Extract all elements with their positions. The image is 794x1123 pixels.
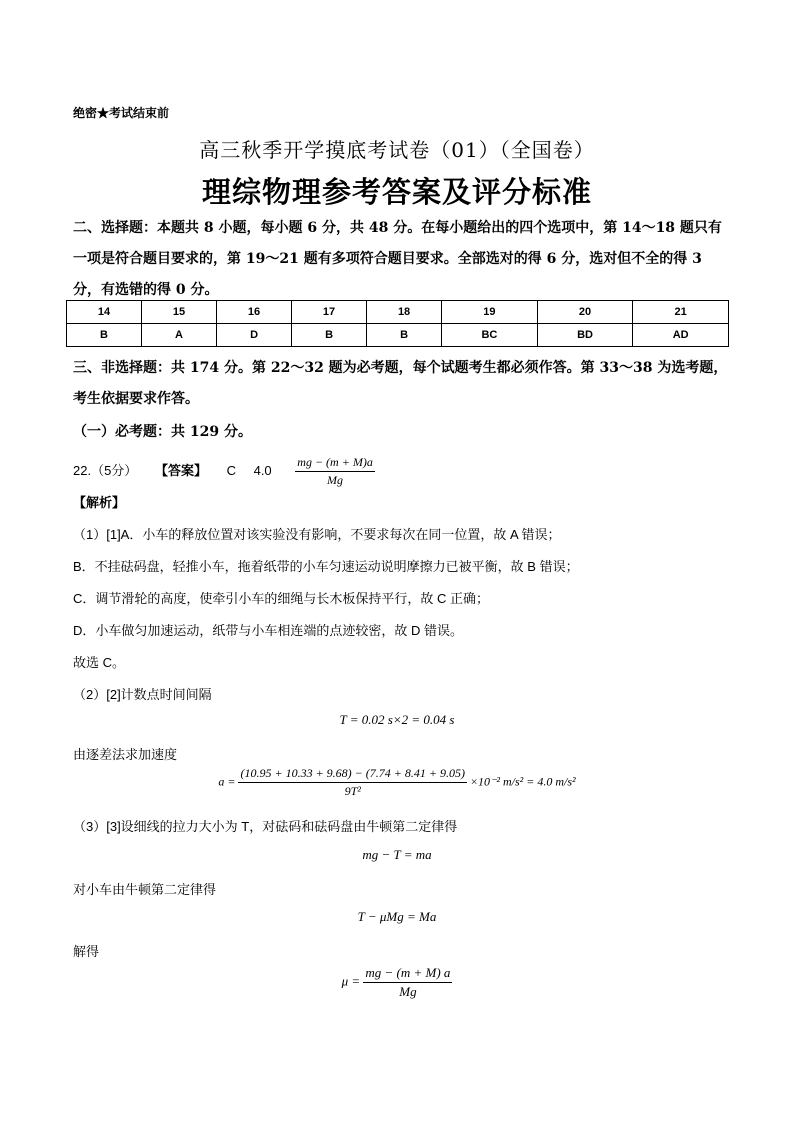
answer-cell: BC: [442, 324, 538, 347]
analysis-line: 故选 C。: [73, 655, 126, 670]
section-3-instructions: 三、非选择题：共 174 分。第 22～32 题为必考题，每个试题考生都必须作答。第 33～38 为选考题，考生依据要求作答。: [73, 360, 728, 407]
question-number: 17: [292, 301, 367, 324]
answer-cell: B: [292, 324, 367, 347]
eq-lhs: μ =: [341, 973, 361, 989]
fraction-numerator: (10.95 + 10.33 + 9.68) − (7.74 + 8.41 + 9.05): [238, 766, 466, 783]
answer-value: 4.0: [253, 462, 272, 478]
equation-mu: [0, 965, 794, 1000]
question-number: 14: [67, 301, 142, 324]
eq-lhs: a =: [218, 774, 236, 789]
answer-fraction: [295, 455, 375, 488]
analysis-heading: 【解析】: [73, 495, 126, 510]
answer-table: [66, 300, 729, 347]
eq-fraction: [363, 965, 452, 1000]
answer-cell: A: [142, 324, 217, 347]
answer-table-number-row: [67, 301, 729, 324]
eq-fraction: [238, 766, 466, 799]
analysis-line: （2）[2]计数点时间间隔: [73, 687, 212, 702]
question-22-label: 22.（5分）: [73, 462, 138, 478]
analysis-line: （1）[1]A．小车的释放位置对该实验没有影响，不要求每次在同一位置，故 A 错误；: [73, 527, 561, 542]
fraction-numerator: mg − (m + M) a: [363, 965, 452, 983]
answer-cell: D: [217, 324, 292, 347]
answer-table-answer-row: [67, 324, 729, 347]
equation-weight: mg − T = ma: [362, 847, 432, 862]
fraction-denominator: Mg: [399, 984, 417, 999]
question-number: 16: [217, 301, 292, 324]
doc-subtitle: 理综物理参考答案及评分标准: [201, 175, 592, 209]
analysis-line: D．小车做匀加速运动，纸带与小车相连端的点迹较密，故 D 错误。: [73, 623, 464, 638]
question-number: 20: [537, 301, 633, 324]
equation-cart: T − μMg = Ma: [357, 909, 437, 924]
answer-cell: B: [367, 324, 442, 347]
analysis-line: C．调节滑轮的高度，使牵引小车的细绳与长木板保持平行，故 C 正确；: [73, 591, 490, 606]
eq-rhs: ×10⁻² m/s² = 4.0 m/s²: [469, 774, 576, 789]
fraction-denominator: 9T²: [344, 784, 361, 798]
section-2-instructions: 二、选择题：本题共 8 小题，每小题 6 分，共 48 分。在每小题给出的四个选项中，第 14～18 题只有一项是符合题目要求的，第 19～21 题有多项符合题目要求。全部选对的得 6 分，选对但不全的得 3 分，有选错的得 0 分。: [73, 220, 722, 298]
answer-cell: B: [67, 324, 142, 347]
fraction-numerator: mg − (m + M)a: [295, 455, 375, 472]
equation-period: T = 0.02 s×2 = 0.04 s: [339, 712, 455, 727]
required-questions-heading: （一）必考题：共 129 分。: [73, 424, 252, 440]
question-22-answer: [73, 455, 375, 488]
analysis-line: （3）[3]设细线的拉力大小为 T，对砝码和砝码盘由牛顿第二定律得: [73, 819, 458, 834]
analysis-line: 解得: [73, 944, 100, 959]
analysis-line: 由逐差法求加速度: [73, 747, 178, 762]
answer-tag: 【答案】: [154, 462, 207, 478]
question-number: 18: [367, 301, 442, 324]
confidential-label: 绝密★考试结束前: [73, 106, 170, 120]
answer-choice: C: [226, 462, 236, 478]
question-number: 19: [442, 301, 538, 324]
answer-cell: BD: [537, 324, 633, 347]
question-number: 15: [142, 301, 217, 324]
analysis-line: 对小车由牛顿第二定律得: [73, 882, 217, 897]
analysis-line: B．不挂砝码盘，轻推小车，拖着纸带的小车匀速运动说明摩擦力已被平衡，故 B 错误；: [73, 559, 579, 574]
answer-cell: AD: [633, 324, 729, 347]
fraction-denominator: Mg: [327, 473, 344, 487]
exam-title: 高三秋季开学摸底考试卷（01）（全国卷）: [199, 138, 595, 162]
equation-acceleration: [0, 766, 794, 799]
question-number: 21: [633, 301, 729, 324]
